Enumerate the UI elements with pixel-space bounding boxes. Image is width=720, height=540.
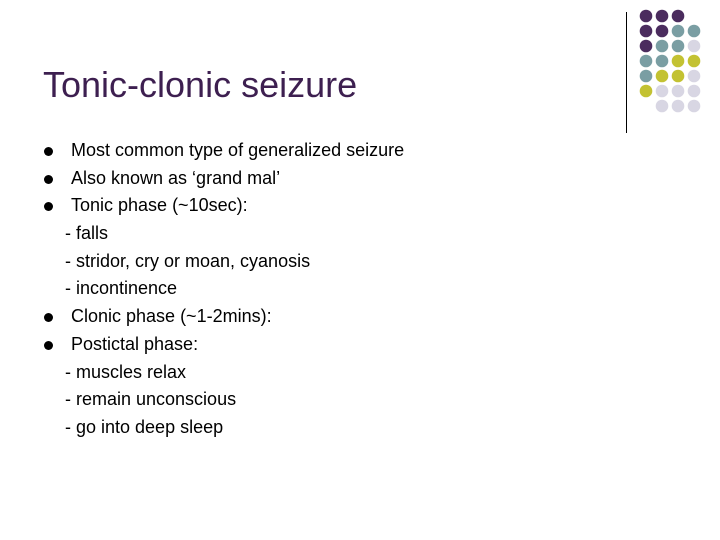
bullet-text: Also known as ‘grand mal’ [71, 167, 281, 188]
decorative-dot [672, 85, 685, 98]
sub-item [0, 220, 600, 248]
decorative-dot [688, 100, 701, 113]
decorative-dot [688, 25, 701, 38]
sub-item [0, 386, 600, 414]
decorative-dot [688, 85, 701, 98]
bullet-item [0, 165, 600, 193]
sub-text: - remain unconscious [65, 389, 237, 410]
bullet-item [0, 303, 600, 331]
bullet-dot-icon [44, 341, 53, 350]
decorative-dot [688, 40, 701, 53]
decorative-dot [640, 25, 653, 38]
decorative-dot [640, 10, 653, 23]
decorative-dot [656, 70, 669, 83]
bullet-text: Tonic phase (~10sec): [71, 195, 248, 216]
decorative-dot [640, 40, 653, 53]
decorative-dot [656, 100, 669, 113]
decorative-dot [640, 55, 653, 68]
divider-line [626, 12, 627, 133]
bullet-text: Clonic phase (~1-2mins): [71, 306, 272, 327]
decorative-dot [656, 85, 669, 98]
bullet-list [0, 137, 600, 442]
slide-title: Tonic-clonic seizure [43, 64, 358, 105]
bullet-text: Most common type of generalized seizure [71, 140, 405, 160]
sub-text: - muscles relax [65, 361, 187, 382]
sub-item [0, 414, 600, 442]
sub-item [0, 275, 600, 303]
decorative-dot [656, 40, 669, 53]
bullet-dot-icon [44, 147, 53, 156]
decorative-dot [656, 10, 669, 23]
sub-text: - go into deep sleep [65, 416, 224, 437]
decorative-dot [672, 70, 685, 83]
decorative-dot [640, 70, 653, 83]
decorative-dot [672, 25, 685, 38]
bullet-text: Postictal phase: [71, 333, 199, 354]
decorative-dot [672, 40, 685, 53]
decorative-dot [672, 55, 685, 68]
sub-text: - stridor, cry or moan, cyanosis [65, 250, 311, 271]
bullet-item [0, 192, 600, 220]
dot-grid-graphic [636, 6, 720, 126]
decorative-dot-grid [636, 6, 720, 126]
bullet-dot-icon [44, 202, 53, 211]
sub-text: - incontinence [65, 278, 178, 299]
decorative-dot [688, 55, 701, 68]
bullet-item [0, 137, 600, 165]
sub-text: - falls [65, 223, 109, 244]
sub-item [0, 248, 600, 276]
bullet-dot-icon [44, 313, 53, 322]
decorative-dot [688, 70, 701, 83]
bullet-item [0, 331, 600, 359]
decorative-dot [656, 25, 669, 38]
sub-item [0, 359, 600, 387]
decorative-dot [656, 55, 669, 68]
decorative-dot [672, 10, 685, 23]
decorative-dot [640, 85, 653, 98]
bullet-dot-icon [44, 175, 53, 184]
decorative-dot [672, 100, 685, 113]
